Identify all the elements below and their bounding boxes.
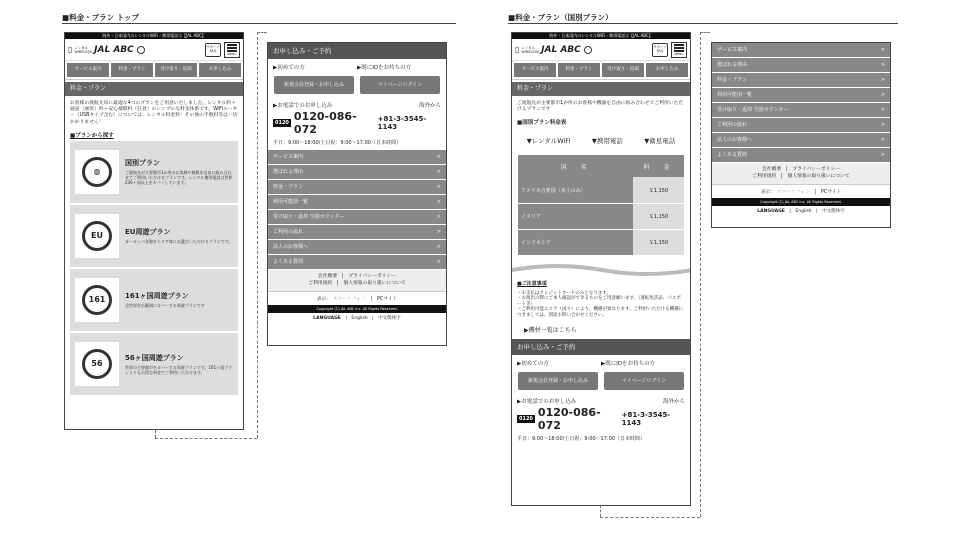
- phone-country-plan-bottom: [711, 42, 891, 228]
- connector: [700, 32, 701, 517]
- intl-phone-number[interactable]: +81-3-3545-1143: [377, 115, 427, 131]
- phone-top-page-bottom: [267, 42, 447, 346]
- nav-pickup[interactable]: 受け取り・返却: [155, 63, 197, 77]
- menu-item[interactable]: 利用可能国一覧 >: [268, 195, 446, 210]
- connector: [257, 32, 267, 33]
- connector: [155, 438, 257, 439]
- price-table: [518, 155, 684, 256]
- menu-item[interactable]: 選ばれる理由 >: [712, 58, 890, 73]
- table-row: インドネシア ￥1,150: [518, 229, 684, 255]
- right-section-title: ■料金・プラン（国別プラン）: [508, 13, 613, 22]
- view-switch[interactable]: 表示： スマートフォン | PCサイト: [268, 291, 446, 305]
- tab-satellite[interactable]: ▼衛星電話: [644, 137, 676, 146]
- phone-number[interactable]: 0120-086-072: [537, 406, 601, 433]
- register-button[interactable]: 新規会員登録・お申し込み: [274, 76, 354, 94]
- plan-desc: ヨーロッパ各地をエリア毎にお選びいただけるプランです。: [125, 239, 233, 245]
- login-button[interactable]: マイページログイン: [360, 76, 440, 94]
- have-id-label: ▶既にIDをお持ちの方: [357, 65, 412, 71]
- menu-item[interactable]: サービス案内 >: [268, 150, 446, 165]
- menu-item[interactable]: 利用可能国一覧 >: [712, 88, 890, 103]
- faq-button[interactable]: サポート FAQ: [205, 43, 221, 57]
- connector: [600, 517, 700, 518]
- connector: [600, 505, 601, 517]
- page-break-wave: [512, 262, 691, 278]
- view-switch[interactable]: 表示： スマートフォン | PCサイト: [712, 184, 890, 198]
- menu-button[interactable]: MENU: [224, 42, 240, 58]
- nav-apply[interactable]: お申し込み: [199, 63, 241, 77]
- menu-item[interactable]: 法人のお客様へ >: [268, 240, 446, 255]
- plan-desc: 世界の主要都市をカバーする周遊プランです。161ヶ国プランよりもお得な料金でご利用いただけます。: [125, 364, 233, 375]
- topbar: 海外・日本国内のレンタルWiFi・携帯電話は【JAL ABC】: [512, 33, 690, 39]
- menu-button[interactable]: MENU: [671, 42, 687, 58]
- business-hours: 平日：9:00～18:00/土日祝：9:00～17:00（日本時間）: [517, 436, 645, 443]
- menu-item[interactable]: 法人のお客様へ >: [712, 133, 890, 148]
- footer-links[interactable]: 会社概要 | プライバシーポリシー ご利用規約 | 個人情報の取り扱いについて: [712, 163, 890, 184]
- left-section-rule: [62, 23, 456, 24]
- header: [512, 39, 690, 61]
- page-title: 料金・プラン: [512, 82, 690, 96]
- tab-mobile[interactable]: ▼携帯電話: [591, 137, 623, 146]
- column-header: 国 名: [518, 155, 633, 177]
- plan-card-country[interactable]: [70, 141, 238, 203]
- eu-icon: EU: [75, 214, 119, 258]
- nav-pricing[interactable]: 料金・プラン: [111, 63, 153, 77]
- freedial-icon: 0120: [275, 120, 289, 126]
- table-row: アメリカ合衆国（本土のみ） ￥1,150: [518, 177, 684, 203]
- first-time-label: ▶初めての方: [517, 361, 549, 368]
- menu-item[interactable]: よくある質問 >: [268, 255, 446, 270]
- first-time-label: ▶初めての方: [273, 65, 305, 71]
- table-row: イタリア ￥1,150: [518, 203, 684, 229]
- menu-item[interactable]: 料金・プラン >: [268, 180, 446, 195]
- plan-desc: 全世界を広範囲にカバーする周遊プランです: [125, 303, 205, 309]
- plan-name: 国別プラン: [125, 159, 160, 168]
- intro-text: お客様の渡航先毎に最適な4つのプランをご用意いたしました。レンタル料＋通話（通常）料＋安心補償料（任意）のシンプルな料金体系です。WiFiルーター（USBタイプ含む）については、レンタル料金料！その他の手数料等は一切かかりません！: [70, 101, 238, 125]
- nav-services[interactable]: サービス案内: [67, 63, 109, 77]
- notes-title: ■ご注意事項: [517, 280, 547, 287]
- apply-heading: お申し込み・ご予約: [512, 339, 690, 355]
- menu-item[interactable]: サービス案内 >: [712, 43, 890, 58]
- phone-icon: ▯: [515, 45, 520, 54]
- overseas-label: 海外から: [662, 399, 685, 406]
- plan-name: 56ヶ国周遊プラン: [125, 353, 184, 362]
- copyright: Copyright (C) JAL ABC inc. All Rights Reserved.: [268, 305, 446, 313]
- menu-item[interactable]: 選ばれる理由 >: [268, 165, 446, 180]
- connector: [257, 32, 258, 438]
- menu-item[interactable]: よくある質問 >: [712, 148, 890, 163]
- intl-phone-number[interactable]: +81-3-3545-1143: [621, 411, 671, 428]
- nav-pricing[interactable]: 料金・プラン: [558, 63, 600, 77]
- right-section-rule: [508, 23, 898, 24]
- logo-small: レンタル WIRELESS: [74, 45, 93, 54]
- plan-name: EU周遊プラン: [125, 228, 171, 237]
- nav-bar: [512, 61, 690, 80]
- intro-text: ご渡航先が主要都市1か所のお客様や機器を自由に組み合わせてご利用いただけるプランです: [517, 101, 684, 113]
- fee-table-title: ■国別プラン料金表: [517, 120, 567, 127]
- 161-icon: 161: [75, 278, 119, 322]
- device-list-link[interactable]: ▶機材一覧はこちら: [524, 327, 577, 335]
- header: [65, 39, 243, 61]
- plan-card-56[interactable]: [70, 333, 238, 395]
- topbar: 海外・日本国内のレンタルWiFi・携帯電話は【JAL ABC】: [65, 33, 243, 39]
- 56-icon: 56: [75, 342, 119, 386]
- login-button[interactable]: マイページログイン: [604, 372, 684, 390]
- notes: ・お支払はクレジットカードのみとなります。 ・お渡出の際にご本人確認ができるものをご用意願います。（運転免許証、パスポート等） ・ご利用可能エリア（国々）により、機種が異なります。ご利用いただける機種につきましては、別途お問い合わせください。: [517, 290, 684, 318]
- plan-desc: ご渡航先が主要都市1か所のお客様や複数を自由に組み合わせてご利用いただけるプランです。レンタル携帯電話は世界230ヶ国以上をカバーしています。: [125, 170, 233, 186]
- phone-top-page: [64, 32, 244, 430]
- column-header: 料 金: [633, 155, 684, 177]
- plan-search-link[interactable]: ■プランから探す: [70, 132, 114, 139]
- phone-icon: ▯: [68, 45, 73, 54]
- brand-mark-icon: [137, 46, 145, 54]
- nav-bar: [65, 61, 243, 80]
- phone-apply-label: ▶お電話でのお申し込み: [517, 399, 577, 406]
- plan-card-161[interactable]: [70, 269, 238, 331]
- menu-item[interactable]: 受け取り・返却 空港カウンター >: [268, 210, 446, 225]
- page-title: 料金・プラン: [65, 82, 243, 96]
- business-hours: 平日：9:00～18:00/土日祝：9:00～17:00（日本時間）: [273, 140, 401, 146]
- menu-item[interactable]: ご利用の流れ >: [712, 118, 890, 133]
- logo[interactable]: JAL ABC: [94, 44, 134, 55]
- connector: [700, 32, 710, 33]
- nav-services[interactable]: サービス案内: [514, 63, 556, 77]
- freedial-icon: 0120: [519, 416, 533, 423]
- apply-heading: お申し込み・ご予約: [268, 43, 446, 59]
- plan-name: 161ヶ国周遊プラン: [125, 292, 189, 301]
- language-switch[interactable]: LANGUAGE | English | 中文簡体字: [712, 206, 890, 216]
- menu-item[interactable]: 料金・プラン >: [712, 73, 890, 88]
- globe-icon: ◍: [75, 150, 119, 194]
- phone-number[interactable]: 0120-086-072: [293, 110, 357, 136]
- register-button[interactable]: 新規会員登録・お申し込み: [518, 372, 598, 390]
- connector: [155, 430, 156, 438]
- brand-mark-icon: [584, 46, 592, 54]
- plan-card-eu[interactable]: [70, 205, 238, 267]
- logo-small: レンタル WIRELESS: [521, 45, 540, 54]
- faq-button[interactable]: サポート FAQ: [652, 43, 668, 57]
- left-section-title: ■料金・プラン トップ: [62, 13, 139, 22]
- have-id-label: ▶既にIDをお持ちの方: [601, 361, 656, 368]
- device-tabs: [512, 128, 690, 153]
- nav-pickup[interactable]: 受け取り・返却: [602, 63, 644, 77]
- footer-links[interactable]: 会社概要 | プライバシーポリシー ご利用規約 | 個人情報の取り扱いについて: [268, 270, 446, 291]
- phone-country-plan: [511, 32, 691, 506]
- logo[interactable]: JAL ABC: [541, 44, 581, 55]
- language-switch[interactable]: LANGUAGE | English | 中文簡体字: [268, 313, 446, 323]
- menu-item[interactable]: ご利用の流れ >: [268, 225, 446, 240]
- nav-apply[interactable]: お申し込み: [646, 63, 688, 77]
- copyright: Copyright (C) JAL ABC inc. All Rights Reserved.: [712, 198, 890, 206]
- overseas-label: 海外から: [418, 103, 441, 109]
- menu-item[interactable]: 受け取り・返却 空港カウンター >: [712, 103, 890, 118]
- phone-apply-label: ▶お電話でのお申し込み: [273, 103, 333, 109]
- tab-wifi[interactable]: ▼レンタルWiFi: [526, 137, 571, 146]
